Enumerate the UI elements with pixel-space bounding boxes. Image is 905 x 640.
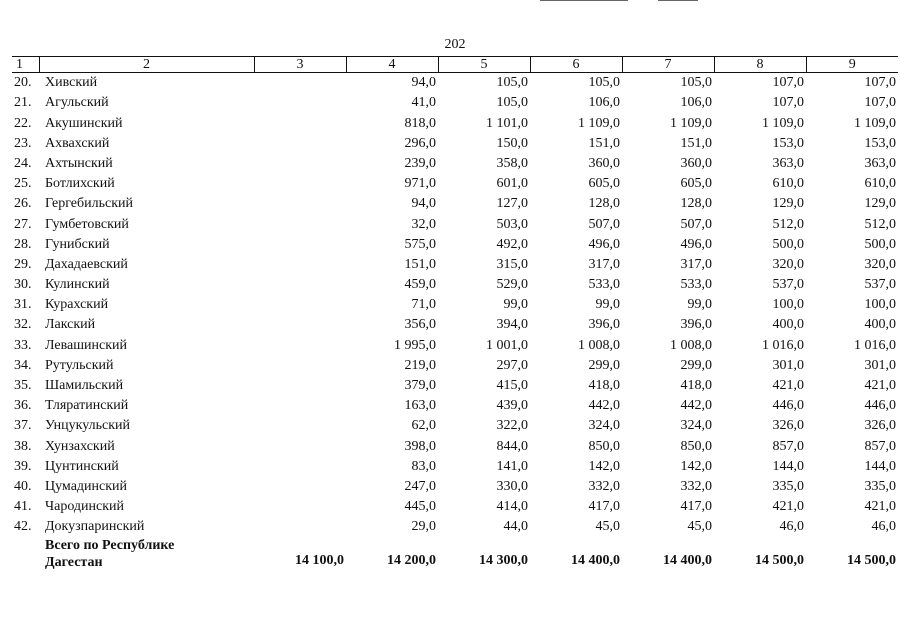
col-5-value: 358,0 [496, 155, 528, 171]
column-number-row [12, 57, 898, 73]
col-8-value: 446,0 [772, 398, 804, 414]
col-7-value: 151,0 [680, 135, 712, 151]
col-8-value: 857,0 [772, 438, 804, 454]
col-8-value: 363,0 [772, 155, 804, 171]
district-name: Шамильский [45, 378, 124, 393]
col-5-value: 315,0 [496, 256, 528, 272]
col-8-value: 537,0 [772, 277, 804, 293]
total-col-9: 14 500,0 [847, 553, 896, 569]
row-number: 28. [14, 236, 32, 252]
col-9-value: 107,0 [864, 95, 896, 111]
col-9-value: 129,0 [864, 196, 896, 212]
col-5-value: 415,0 [496, 378, 528, 393]
col-4-value: 71,0 [411, 297, 436, 313]
table-row [12, 477, 898, 497]
col-7-value: 396,0 [680, 317, 712, 333]
row-number: 40. [14, 478, 32, 494]
table-row [12, 315, 898, 335]
col-3-value [254, 214, 346, 234]
col-7-value: 605,0 [680, 176, 712, 192]
column-header-5: 5 [438, 57, 530, 73]
col-9-value: 610,0 [864, 176, 896, 192]
col-4-value: 818,0 [404, 115, 436, 131]
district-name: Левашинский [45, 337, 128, 353]
district-name: Ахвахский [45, 135, 110, 151]
col-3-value [254, 457, 346, 477]
row-number: 37. [14, 418, 32, 434]
col-6-value: 151,0 [588, 135, 620, 151]
column-header-2: 2 [39, 57, 254, 73]
col-3-value [254, 275, 346, 295]
district-name: Докузпаринский [45, 519, 145, 535]
col-8-value: 100,0 [772, 297, 804, 313]
col-4-value: 445,0 [404, 499, 436, 515]
district-name: Курахский [45, 297, 109, 313]
col-4-value: 94,0 [411, 75, 436, 91]
page-number: 202 [444, 37, 466, 52]
table-body [12, 73, 898, 538]
col-8-value: 46,0 [779, 519, 804, 535]
col-7-value: 99,0 [687, 297, 712, 313]
table-row [12, 416, 898, 436]
col-7-value: 142,0 [680, 458, 712, 474]
col-5-value: 44,0 [503, 519, 528, 535]
row-number: 38. [14, 438, 32, 454]
col-7-value: 496,0 [680, 236, 712, 252]
col-7-value: 850,0 [680, 438, 712, 454]
col-9-value: 1 016,0 [854, 337, 896, 353]
table-row [12, 235, 898, 255]
col-5-value: 601,0 [496, 176, 528, 192]
col-3-value [254, 113, 346, 133]
col-7-value: 317,0 [680, 256, 712, 272]
col-7-value: 418,0 [680, 378, 712, 393]
table-row [12, 396, 898, 416]
total-col-6: 14 400,0 [571, 553, 620, 569]
col-5-value: 844,0 [496, 438, 528, 454]
col-5-value: 1 101,0 [486, 115, 528, 131]
total-label-line1: Всего по Республике [45, 538, 175, 554]
col-9-value: 446,0 [864, 398, 896, 414]
total-label [39, 537, 254, 571]
col-6-value: 360,0 [588, 155, 620, 171]
column-header-3: 3 [254, 57, 346, 73]
row-number: 30. [14, 277, 32, 293]
col-3-value [254, 134, 346, 154]
col-5-value: 297,0 [496, 357, 528, 373]
district-name: Чародинский [45, 499, 125, 515]
table-row [12, 73, 898, 94]
col-8-value: 421,0 [772, 378, 804, 393]
col-9-value: 857,0 [864, 438, 896, 454]
col-3-value [254, 194, 346, 214]
district-name: Ботлихский [45, 176, 115, 192]
col-7-value: 45,0 [687, 519, 712, 535]
col-5-value: 105,0 [496, 75, 528, 91]
district-name: Дахадаевский [45, 256, 128, 272]
col-6-value: 850,0 [588, 438, 620, 454]
col-7-value: 442,0 [680, 398, 712, 414]
col-9-value: 100,0 [864, 297, 896, 313]
col-7-value: 1 008,0 [670, 337, 712, 353]
col-8-value: 512,0 [772, 216, 804, 232]
col-6-value: 99,0 [595, 297, 620, 313]
col-6-value: 442,0 [588, 398, 620, 414]
col-6-value: 533,0 [588, 277, 620, 293]
district-name: Рутульский [45, 357, 114, 373]
col-4-value: 32,0 [411, 216, 436, 232]
row-number: 32. [14, 317, 32, 333]
district-name: Хивский [45, 75, 98, 91]
total-col-5: 14 300,0 [479, 553, 528, 569]
col-8-value: 129,0 [772, 196, 804, 212]
col-6-value: 417,0 [588, 499, 620, 515]
district-name: Гунибский [45, 236, 110, 252]
col-6-value: 1 109,0 [578, 115, 620, 131]
col-6-value: 507,0 [588, 216, 620, 232]
data-table [12, 56, 898, 571]
col-4-value: 575,0 [404, 236, 436, 252]
col-6-value: 317,0 [588, 256, 620, 272]
table-row [12, 154, 898, 174]
col-9-value: 326,0 [864, 418, 896, 434]
col-3-value [254, 315, 346, 335]
district-name: Агульский [45, 95, 109, 111]
table-row [12, 93, 898, 113]
col-8-value: 326,0 [772, 418, 804, 434]
col-5-value: 1 001,0 [486, 337, 528, 353]
district-name: Хунзахский [45, 438, 115, 454]
col-3-value [254, 416, 346, 436]
col-5-value: 105,0 [496, 95, 528, 111]
col-8-value: 400,0 [772, 317, 804, 333]
col-4-value: 247,0 [404, 478, 436, 494]
col-3-value [254, 295, 346, 315]
col-4-value: 971,0 [404, 176, 436, 192]
col-4-value: 379,0 [404, 378, 436, 393]
row-number: 25. [14, 176, 32, 192]
table-row [12, 436, 898, 456]
col-7-value: 360,0 [680, 155, 712, 171]
row-number: 35. [14, 378, 32, 393]
col-3-value [254, 497, 346, 517]
col-5-value: 322,0 [496, 418, 528, 434]
col-4-value: 459,0 [404, 277, 436, 293]
col-7-value: 324,0 [680, 418, 712, 434]
col-3-value [254, 235, 346, 255]
col-9-value: 512,0 [864, 216, 896, 232]
top-edge-line-left [540, 0, 628, 1]
col-4-value: 219,0 [404, 357, 436, 373]
col-6-value: 332,0 [588, 478, 620, 494]
col-5-value: 150,0 [496, 135, 528, 151]
col-8-value: 301,0 [772, 357, 804, 373]
column-header-1: 1 [16, 57, 23, 72]
district-name: Ахтынский [45, 155, 113, 171]
table-row [12, 517, 898, 537]
column-header-9: 9 [806, 57, 898, 73]
col-4-value: 83,0 [411, 458, 436, 474]
district-name: Кулинский [45, 277, 110, 293]
col-5-value: 394,0 [496, 317, 528, 333]
district-name: Тляратинский [45, 398, 129, 414]
col-6-value: 128,0 [588, 196, 620, 212]
col-4-value: 239,0 [404, 155, 436, 171]
col-5-value: 127,0 [496, 196, 528, 212]
total-col-3: 14 100,0 [295, 553, 344, 569]
col-4-value: 29,0 [411, 519, 436, 535]
col-9-value: 400,0 [864, 317, 896, 333]
row-number: 26. [14, 196, 32, 212]
col-4-value: 1 995,0 [394, 337, 436, 353]
col-7-value: 299,0 [680, 357, 712, 373]
col-3-value [254, 154, 346, 174]
col-6-value: 105,0 [588, 75, 620, 91]
col-8-value: 107,0 [772, 75, 804, 91]
col-6-value: 1 008,0 [578, 337, 620, 353]
col-5-value: 99,0 [503, 297, 528, 313]
col-3-value [254, 517, 346, 537]
total-label-line2: Дагестан [45, 555, 103, 571]
total-number-cell [12, 537, 39, 571]
table-row [12, 194, 898, 214]
col-6-value: 396,0 [588, 317, 620, 333]
col-5-value: 529,0 [496, 277, 528, 293]
table-row [12, 174, 898, 194]
col-4-value: 398,0 [404, 438, 436, 454]
row-number: 33. [14, 337, 32, 353]
row-number: 21. [14, 95, 32, 111]
col-9-value: 320,0 [864, 256, 896, 272]
table-row [12, 376, 898, 396]
table-row [12, 275, 898, 295]
row-number: 42. [14, 519, 32, 535]
row-number: 20. [14, 75, 32, 91]
col-9-value: 363,0 [864, 155, 896, 171]
col-8-value: 335,0 [772, 478, 804, 494]
row-number: 24. [14, 155, 32, 171]
district-name: Акушинский [45, 115, 123, 131]
table-row [12, 335, 898, 355]
col-5-value: 492,0 [496, 236, 528, 252]
district-name: Лакский [45, 317, 96, 333]
column-header-8: 8 [714, 57, 806, 73]
table-row [12, 214, 898, 234]
col-3-value [254, 436, 346, 456]
row-number: 41. [14, 499, 32, 515]
col-9-value: 107,0 [864, 75, 896, 91]
col-7-value: 105,0 [680, 75, 712, 91]
district-name: Гергебильский [45, 196, 133, 212]
col-3-value [254, 335, 346, 355]
col-5-value: 141,0 [496, 458, 528, 474]
row-number: 39. [14, 458, 32, 474]
table-row [12, 295, 898, 315]
col-4-value: 94,0 [411, 196, 436, 212]
table-row [12, 497, 898, 517]
col-3-value [254, 174, 346, 194]
col-8-value: 1 109,0 [762, 115, 804, 131]
col-8-value: 610,0 [772, 176, 804, 192]
col-9-value: 537,0 [864, 277, 896, 293]
col-8-value: 144,0 [772, 458, 804, 474]
total-col-7: 14 400,0 [663, 553, 712, 569]
col-6-value: 142,0 [588, 458, 620, 474]
col-7-value: 507,0 [680, 216, 712, 232]
col-6-value: 418,0 [588, 378, 620, 393]
col-5-value: 439,0 [496, 398, 528, 414]
col-7-value: 128,0 [680, 196, 712, 212]
col-4-value: 296,0 [404, 135, 436, 151]
column-header-7: 7 [622, 57, 714, 73]
col-9-value: 153,0 [864, 135, 896, 151]
row-number: 22. [14, 115, 32, 131]
col-8-value: 500,0 [772, 236, 804, 252]
col-6-value: 605,0 [588, 176, 620, 192]
col-8-value: 421,0 [772, 499, 804, 515]
col-6-value: 45,0 [595, 519, 620, 535]
col-7-value: 106,0 [680, 95, 712, 111]
total-col-8: 14 500,0 [755, 553, 804, 569]
district-name: Унцукульский [45, 418, 131, 434]
col-3-value [254, 396, 346, 416]
col-8-value: 320,0 [772, 256, 804, 272]
col-3-value [254, 356, 346, 376]
total-row [12, 537, 898, 571]
table-row [12, 255, 898, 275]
col-7-value: 417,0 [680, 499, 712, 515]
district-name: Цунтинский [45, 458, 119, 474]
row-number: 36. [14, 398, 32, 414]
col-3-value [254, 93, 346, 113]
col-4-value: 356,0 [404, 317, 436, 333]
col-3-value [254, 255, 346, 275]
top-edge-line-right [658, 0, 698, 1]
table-row [12, 134, 898, 154]
col-7-value: 332,0 [680, 478, 712, 494]
col-3-value [254, 477, 346, 497]
col-9-value: 301,0 [864, 357, 896, 373]
col-8-value: 153,0 [772, 135, 804, 151]
col-6-value: 324,0 [588, 418, 620, 434]
col-9-value: 500,0 [864, 236, 896, 252]
total-col-4: 14 200,0 [387, 553, 436, 569]
district-name: Гумбетовский [45, 216, 129, 232]
col-8-value: 107,0 [772, 95, 804, 111]
row-number: 23. [14, 135, 32, 151]
col-4-value: 151,0 [404, 256, 436, 272]
row-number: 27. [14, 216, 32, 232]
col-4-value: 62,0 [411, 418, 436, 434]
col-9-value: 1 109,0 [854, 115, 896, 131]
col-9-value: 421,0 [864, 378, 896, 393]
col-7-value: 533,0 [680, 277, 712, 293]
col-5-value: 503,0 [496, 216, 528, 232]
col-5-value: 414,0 [496, 499, 528, 515]
col-3-value [254, 376, 346, 396]
col-9-value: 421,0 [864, 499, 896, 515]
col-4-value: 163,0 [404, 398, 436, 414]
col-8-value: 1 016,0 [762, 337, 804, 353]
col-6-value: 106,0 [588, 95, 620, 111]
column-header-6: 6 [530, 57, 622, 73]
col-6-value: 299,0 [588, 357, 620, 373]
col-3-value [254, 73, 346, 94]
col-5-value: 330,0 [496, 478, 528, 494]
col-9-value: 46,0 [871, 519, 896, 535]
table-row [12, 457, 898, 477]
col-9-value: 144,0 [864, 458, 896, 474]
col-7-value: 1 109,0 [670, 115, 712, 131]
col-6-value: 496,0 [588, 236, 620, 252]
district-name: Цумадинский [45, 478, 128, 494]
table-row [12, 113, 898, 133]
col-4-value: 41,0 [411, 95, 436, 111]
row-number: 34. [14, 357, 32, 373]
col-9-value: 335,0 [864, 478, 896, 494]
column-header-4: 4 [346, 57, 438, 73]
table-row [12, 356, 898, 376]
row-number: 31. [14, 297, 32, 313]
row-number: 29. [14, 256, 32, 272]
